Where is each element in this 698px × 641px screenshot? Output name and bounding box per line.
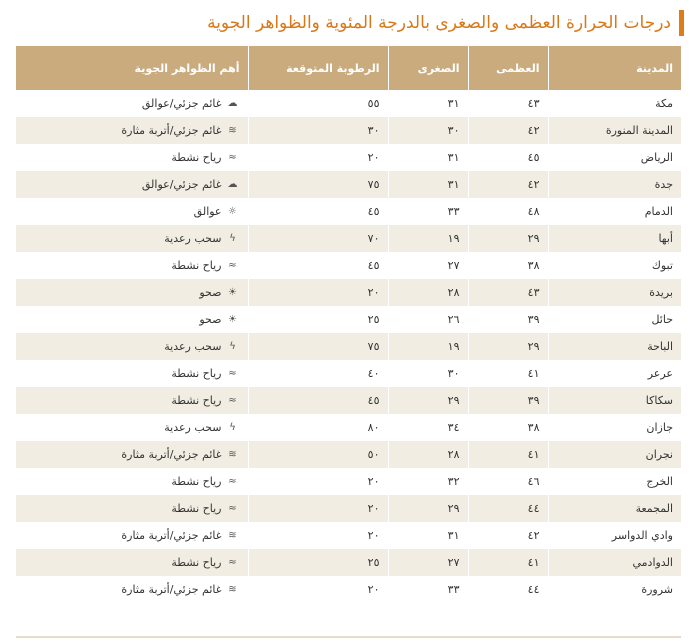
wind-icon: ≈ xyxy=(228,556,237,568)
city-cell: أبها xyxy=(548,225,681,252)
weather-content xyxy=(24,448,240,461)
humidity-cell: ٢٠ xyxy=(248,522,388,549)
weather-label: رياح نشطة xyxy=(171,394,222,407)
max-temp-cell: ٣٨ xyxy=(468,414,548,441)
max-temp-cell: ٣٩ xyxy=(468,306,548,333)
min-temp-cell: ١٩ xyxy=(388,225,468,252)
city-cell: المجمعة xyxy=(548,495,681,522)
weather-content xyxy=(24,556,240,569)
min-temp-cell: ٢٩ xyxy=(388,387,468,414)
table-row xyxy=(16,576,681,603)
min-temp-cell: ١٩ xyxy=(388,333,468,360)
weather-cell xyxy=(16,252,248,279)
min-temp-cell: ٣٣ xyxy=(388,576,468,603)
min-temp-cell: ٢٨ xyxy=(388,279,468,306)
min-temp-cell: ٣٠ xyxy=(388,117,468,144)
city-cell: وادي الدواسر xyxy=(548,522,681,549)
humidity-cell: ٢٠ xyxy=(248,144,388,171)
weather-content xyxy=(24,286,240,299)
weather-content xyxy=(24,475,240,488)
max-temp-cell: ٤١ xyxy=(468,441,548,468)
table-row xyxy=(16,90,681,117)
weather-content xyxy=(24,205,240,218)
table-body xyxy=(16,90,681,603)
haze-sun-icon: ☼ xyxy=(228,205,237,217)
table-row xyxy=(16,495,681,522)
column-header-max: العظمى xyxy=(468,46,548,90)
table-row xyxy=(16,468,681,495)
wind-icon: ≈ xyxy=(228,259,237,271)
weather-content xyxy=(24,178,240,191)
table-row xyxy=(16,198,681,225)
wind-icon: ≈ xyxy=(228,475,237,487)
weather-label: غائم جزئي/أتربة مثارة xyxy=(121,529,222,542)
weather-cell xyxy=(16,333,248,360)
table-row xyxy=(16,549,681,576)
humidity-cell: ٧٥ xyxy=(248,333,388,360)
min-temp-cell: ٢٩ xyxy=(388,495,468,522)
weather-content xyxy=(24,124,240,137)
table-row xyxy=(16,225,681,252)
humidity-cell: ٤٥ xyxy=(248,198,388,225)
city-cell: جدة xyxy=(548,171,681,198)
max-temp-cell: ٤٢ xyxy=(468,117,548,144)
humidity-cell: ٤٥ xyxy=(248,387,388,414)
city-cell: سكاكا xyxy=(548,387,681,414)
max-temp-cell: ٤٥ xyxy=(468,144,548,171)
column-header-city: المدينة xyxy=(548,46,681,90)
sun-icon: ☀ xyxy=(228,313,237,325)
wind-icon: ≈ xyxy=(228,367,237,379)
humidity-cell: ٢٠ xyxy=(248,279,388,306)
thunder-cloud-icon: ϟ xyxy=(229,232,236,244)
table-row xyxy=(16,441,681,468)
weather-label: رياح نشطة xyxy=(171,556,222,569)
weather-label: عوالق xyxy=(193,205,222,218)
max-temp-cell: ٣٨ xyxy=(468,252,548,279)
weather-label: رياح نشطة xyxy=(171,151,222,164)
weather-table-container xyxy=(16,46,681,603)
max-temp-cell: ٤٤ xyxy=(468,495,548,522)
table-row xyxy=(16,522,681,549)
weather-label: سحب رعدية xyxy=(164,421,222,434)
column-header-humidity: الرطوبة المتوقعة xyxy=(248,46,388,90)
table-row xyxy=(16,117,681,144)
weather-table xyxy=(16,46,681,603)
weather-label: رياح نشطة xyxy=(171,475,222,488)
weather-label: رياح نشطة xyxy=(171,502,222,515)
city-cell: تبوك xyxy=(548,252,681,279)
table-row xyxy=(16,279,681,306)
table-row xyxy=(16,387,681,414)
weather-cell xyxy=(16,117,248,144)
min-temp-cell: ٣٤ xyxy=(388,414,468,441)
table-row xyxy=(16,252,681,279)
dust-icon: ≋ xyxy=(228,529,237,541)
page-title: درجات الحرارة العظمى والصغرى بالدرجة المئوية والظواهر الجوية xyxy=(207,13,671,33)
weather-cell xyxy=(16,144,248,171)
min-temp-cell: ٣١ xyxy=(388,171,468,198)
max-temp-cell: ٢٩ xyxy=(468,333,548,360)
weather-cell xyxy=(16,225,248,252)
wind-icon: ≈ xyxy=(228,151,237,163)
humidity-cell: ٢٠ xyxy=(248,576,388,603)
weather-label: سحب رعدية xyxy=(164,340,222,353)
min-temp-cell: ٢٧ xyxy=(388,252,468,279)
humidity-cell: ٤٠ xyxy=(248,360,388,387)
max-temp-cell: ٣٩ xyxy=(468,387,548,414)
max-temp-cell: ٤١ xyxy=(468,360,548,387)
weather-content xyxy=(24,394,240,407)
min-temp-cell: ٣١ xyxy=(388,144,468,171)
table-header-row xyxy=(16,46,681,90)
weather-label: سحب رعدية xyxy=(164,232,222,245)
cloud-haze-icon: ☁ xyxy=(227,97,238,109)
min-temp-cell: ٢٨ xyxy=(388,441,468,468)
weather-content xyxy=(24,340,240,353)
weather-label: رياح نشطة xyxy=(171,367,222,380)
city-cell: شرورة xyxy=(548,576,681,603)
cloud-haze-icon: ☁ xyxy=(227,178,238,190)
weather-cell xyxy=(16,198,248,225)
humidity-cell: ٥٠ xyxy=(248,441,388,468)
weather-label: غائم جزئي/عوالق xyxy=(141,97,222,110)
city-cell: مكة xyxy=(548,90,681,117)
max-temp-cell: ٤٤ xyxy=(468,576,548,603)
city-cell: الدمام xyxy=(548,198,681,225)
max-temp-cell: ٤٦ xyxy=(468,468,548,495)
humidity-cell: ٤٥ xyxy=(248,252,388,279)
city-cell: جازان xyxy=(548,414,681,441)
wind-icon: ≈ xyxy=(228,394,237,406)
table-row xyxy=(16,414,681,441)
dust-icon: ≋ xyxy=(228,448,237,460)
weather-cell xyxy=(16,414,248,441)
weather-cell xyxy=(16,549,248,576)
weather-cell xyxy=(16,468,248,495)
city-cell: المدينة المنورة xyxy=(548,117,681,144)
weather-cell xyxy=(16,171,248,198)
city-cell: بريدة xyxy=(548,279,681,306)
dust-icon: ≋ xyxy=(228,583,237,595)
table-row xyxy=(16,333,681,360)
min-temp-cell: ٣١ xyxy=(388,522,468,549)
weather-cell xyxy=(16,387,248,414)
min-temp-cell: ٢٧ xyxy=(388,549,468,576)
humidity-cell: ٨٠ xyxy=(248,414,388,441)
weather-content xyxy=(24,151,240,164)
humidity-cell: ٢٥ xyxy=(248,549,388,576)
city-cell: الخرج xyxy=(548,468,681,495)
weather-label: صحو xyxy=(199,313,222,326)
weather-content xyxy=(24,421,240,434)
thunder-cloud-icon: ϟ xyxy=(229,421,236,433)
weather-label: غائم جزئي/عوالق xyxy=(141,178,222,191)
city-cell: حائل xyxy=(548,306,681,333)
table-row xyxy=(16,360,681,387)
max-temp-cell: ٤٣ xyxy=(468,279,548,306)
weather-content xyxy=(24,529,240,542)
max-temp-cell: ٤٨ xyxy=(468,198,548,225)
weather-cell xyxy=(16,576,248,603)
humidity-cell: ٢٠ xyxy=(248,468,388,495)
max-temp-cell: ٤٢ xyxy=(468,171,548,198)
column-header-min: الصغرى xyxy=(388,46,468,90)
city-cell: نجران xyxy=(548,441,681,468)
city-cell: الدوادمي xyxy=(548,549,681,576)
weather-cell xyxy=(16,522,248,549)
weather-cell xyxy=(16,90,248,117)
humidity-cell: ٧٠ xyxy=(248,225,388,252)
weather-cell xyxy=(16,360,248,387)
weather-label: رياح نشطة xyxy=(171,259,222,272)
max-temp-cell: ٤١ xyxy=(468,549,548,576)
weather-content xyxy=(24,313,240,326)
weather-cell xyxy=(16,279,248,306)
min-temp-cell: ٢٦ xyxy=(388,306,468,333)
weather-content xyxy=(24,97,240,110)
weather-label: غائم جزئي/أتربة مثارة xyxy=(121,583,222,596)
min-temp-cell: ٣١ xyxy=(388,90,468,117)
weather-label: غائم جزئي/أتربة مثارة xyxy=(121,124,222,137)
table-bottom-border xyxy=(16,636,681,638)
weather-content xyxy=(24,232,240,245)
weather-label: صحو xyxy=(199,286,222,299)
dust-icon: ≋ xyxy=(228,124,237,136)
min-temp-cell: ٣٣ xyxy=(388,198,468,225)
weather-content xyxy=(24,583,240,596)
humidity-cell: ٧٥ xyxy=(248,171,388,198)
city-cell: عرعر xyxy=(548,360,681,387)
column-header-weather: أهم الظواهر الجوية xyxy=(16,46,248,90)
thunder-cloud-icon: ϟ xyxy=(229,340,236,352)
max-temp-cell: ٢٩ xyxy=(468,225,548,252)
weather-content xyxy=(24,367,240,380)
humidity-cell: ٥٥ xyxy=(248,90,388,117)
min-temp-cell: ٣٠ xyxy=(388,360,468,387)
table-row xyxy=(16,144,681,171)
weather-cell xyxy=(16,441,248,468)
weather-label: غائم جزئي/أتربة مثارة xyxy=(121,448,222,461)
humidity-cell: ٣٠ xyxy=(248,117,388,144)
wind-icon: ≈ xyxy=(228,502,237,514)
table-row xyxy=(16,171,681,198)
max-temp-cell: ٤٢ xyxy=(468,522,548,549)
min-temp-cell: ٣٢ xyxy=(388,468,468,495)
weather-cell xyxy=(16,495,248,522)
city-cell: الرياض xyxy=(548,144,681,171)
sun-icon: ☀ xyxy=(228,286,237,298)
weather-cell xyxy=(16,306,248,333)
city-cell: الباحة xyxy=(548,333,681,360)
page-title-bar xyxy=(9,10,684,36)
weather-content xyxy=(24,502,240,515)
humidity-cell: ٢٥ xyxy=(248,306,388,333)
max-temp-cell: ٤٣ xyxy=(468,90,548,117)
humidity-cell: ٢٠ xyxy=(248,495,388,522)
table-row xyxy=(16,306,681,333)
weather-content xyxy=(24,259,240,272)
